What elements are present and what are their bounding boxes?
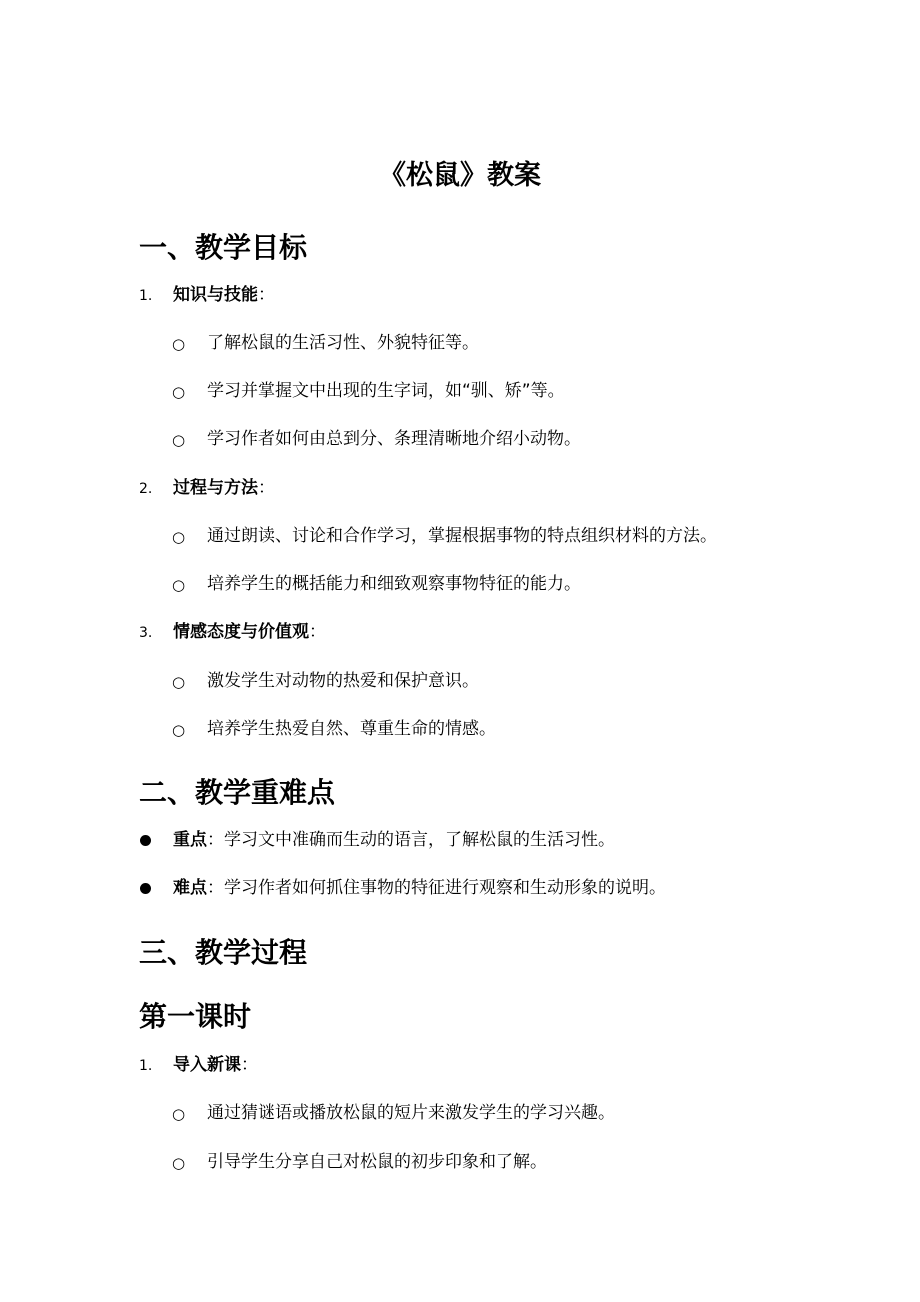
list-item bbox=[173, 1053, 258, 1077]
circle-bullet-icon: ○ bbox=[172, 1105, 186, 1123]
bullet-dot-icon bbox=[140, 883, 151, 894]
document-title: 《松鼠》教案 bbox=[379, 160, 541, 191]
circle-bullet-icon: ○ bbox=[172, 383, 186, 401]
item-colon: ： bbox=[258, 285, 275, 305]
item-colon: ： bbox=[309, 622, 326, 642]
list-item: 通过猜谜语或播放松鼠的短片来激发学生的学习兴趣。 bbox=[207, 1103, 615, 1123]
list-item: 激发学生对动物的热爱和保护意识。 bbox=[207, 671, 479, 691]
list-item: 引导学生分享自己对松鼠的初步印象和了解。 bbox=[207, 1152, 547, 1172]
circle-bullet-icon: ○ bbox=[172, 1154, 186, 1172]
circle-bullet-icon: ○ bbox=[172, 431, 186, 449]
list-item bbox=[173, 620, 326, 644]
list-number: 2. bbox=[139, 481, 153, 497]
circle-bullet-icon: ○ bbox=[172, 673, 186, 691]
list-item bbox=[173, 876, 666, 900]
list-item: 通过朗读、讨论和合作学习，掌握根据事物的特点组织材料的方法。 bbox=[207, 526, 717, 546]
section-heading-process: 三、教学过程 bbox=[139, 936, 308, 969]
item-label: 情感态度与价值观 bbox=[173, 622, 309, 642]
list-item: 学习并掌握文中出现的生字词，如“驯、矫”等。 bbox=[207, 381, 565, 401]
item-label: 重点 bbox=[173, 830, 207, 850]
section-heading-key-points: 二、教学重难点 bbox=[139, 776, 336, 809]
list-item: 培养学生热爱自然、尊重生命的情感。 bbox=[207, 719, 496, 739]
list-number: 3. bbox=[139, 625, 153, 641]
circle-bullet-icon: ○ bbox=[172, 721, 186, 739]
list-item bbox=[173, 476, 275, 500]
section-heading-objectives: 一、教学目标 bbox=[139, 231, 308, 264]
list-number: 1. bbox=[139, 288, 153, 304]
bullet-dot-icon bbox=[140, 835, 151, 846]
item-colon: ： bbox=[258, 478, 275, 498]
item-label: 知识与技能 bbox=[173, 285, 258, 305]
list-item: 学习作者如何由总到分、条理清晰地介绍小动物。 bbox=[207, 429, 581, 449]
circle-bullet-icon: ○ bbox=[172, 335, 186, 353]
item-label: 导入新课 bbox=[173, 1055, 241, 1075]
list-item bbox=[173, 283, 275, 307]
list-number: 1. bbox=[139, 1058, 153, 1074]
lesson-heading: 第一课时 bbox=[139, 1000, 252, 1033]
item-text: ：学习作者如何抓住事物的特征进行观察和生动形象的说明。 bbox=[207, 878, 666, 898]
item-text: ：学习文中准确而生动的语言，了解松鼠的生活习性。 bbox=[207, 830, 615, 850]
item-label: 难点 bbox=[173, 878, 207, 898]
item-label: 过程与方法 bbox=[173, 478, 258, 498]
circle-bullet-icon: ○ bbox=[172, 576, 186, 594]
list-item: 了解松鼠的生活习性、外貌特征等。 bbox=[207, 333, 479, 353]
list-item bbox=[173, 828, 615, 852]
list-item: 培养学生的概括能力和细致观察事物特征的能力。 bbox=[207, 574, 581, 594]
item-colon: ： bbox=[241, 1055, 258, 1075]
circle-bullet-icon: ○ bbox=[172, 528, 186, 546]
